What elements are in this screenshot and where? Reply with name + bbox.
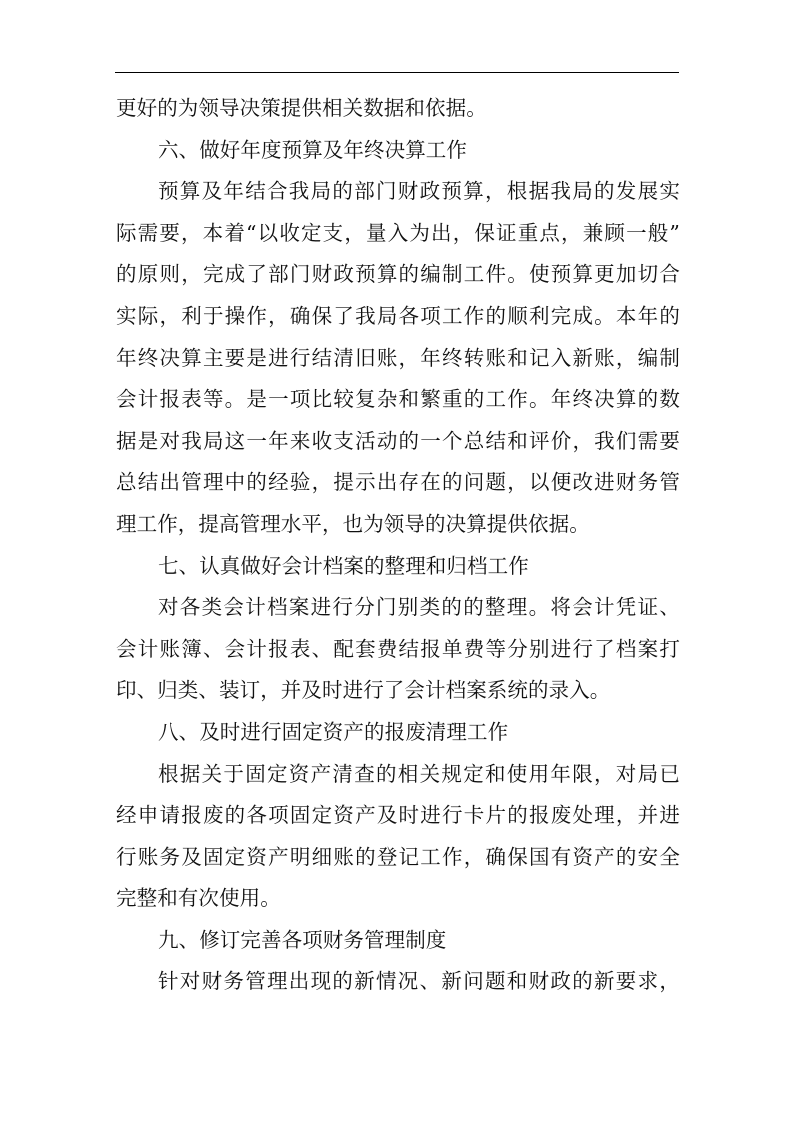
paragraph-line: 对各类会计档案进行分门别类的的整理。将会计凭证、 — [158, 595, 680, 620]
paragraph-line: 际需要，本着“以收定支，量入为出，保证重点，兼顾一般” — [116, 220, 680, 245]
section-heading: 九、修订完善各项财务管理制度 — [158, 927, 447, 952]
section-heading: 七、认真做好会计档案的整理和归档工作 — [158, 553, 529, 578]
document-body — [116, 88, 680, 1003]
paragraph-line: 年终决算主要是进行结清旧账，年终转账和记入新账，编制 — [116, 345, 680, 370]
header-rule — [115, 72, 679, 73]
paragraph-line: 更好的为领导决策提供相关数据和依据。 — [116, 96, 487, 120]
section-heading: 六、做好年度预算及年终决算工作 — [158, 137, 467, 162]
paragraph-line: 总结出管理中的经验，提示出存在的问题，以便改进财务管 — [116, 470, 680, 495]
paragraph-line: 据是对我局这一年来收支活动的一个总结和评价，我们需要 — [116, 428, 680, 453]
paragraph-line: 会计账簿、会计报表、配套费结报单费等分别进行了档案打 — [116, 636, 680, 661]
paragraph-line: 会计报表等。是一项比较复杂和繁重的工作。年终决算的数 — [116, 387, 680, 412]
paragraph-line: 经申请报废的各项固定资产及时进行卡片的报废处理，并进 — [116, 803, 680, 828]
paragraph-line: 印、归类、装订，并及时进行了会计档案系统的录入。 — [116, 678, 611, 703]
paragraph-line: 完整和有次使用。 — [116, 886, 281, 911]
paragraph-line: 实际，利于操作，确保了我局各项工作的顺利完成。本年的 — [116, 303, 680, 328]
paragraph-line: 理工作，提高管理水平，也为领导的决算提供依据。 — [116, 511, 590, 536]
paragraph-line: 行账务及固定资产明细账的登记工作，确保国有资产的安全 — [116, 844, 680, 869]
paragraph-line: 预算及年结合我局的部门财政预算，根据我局的发展实 — [158, 179, 680, 204]
paragraph-line: 针对财务管理出现的新情况、新问题和财政的新要求， — [158, 969, 680, 994]
paragraph-line: 根据关于固定资产清查的相关规定和使用年限，对局已 — [158, 761, 680, 786]
section-heading: 八、及时进行固定资产的报废清理工作 — [158, 719, 509, 744]
paragraph-line: 的原则，完成了部门财政预算的编制工件。使预算更加切合 — [116, 262, 680, 287]
